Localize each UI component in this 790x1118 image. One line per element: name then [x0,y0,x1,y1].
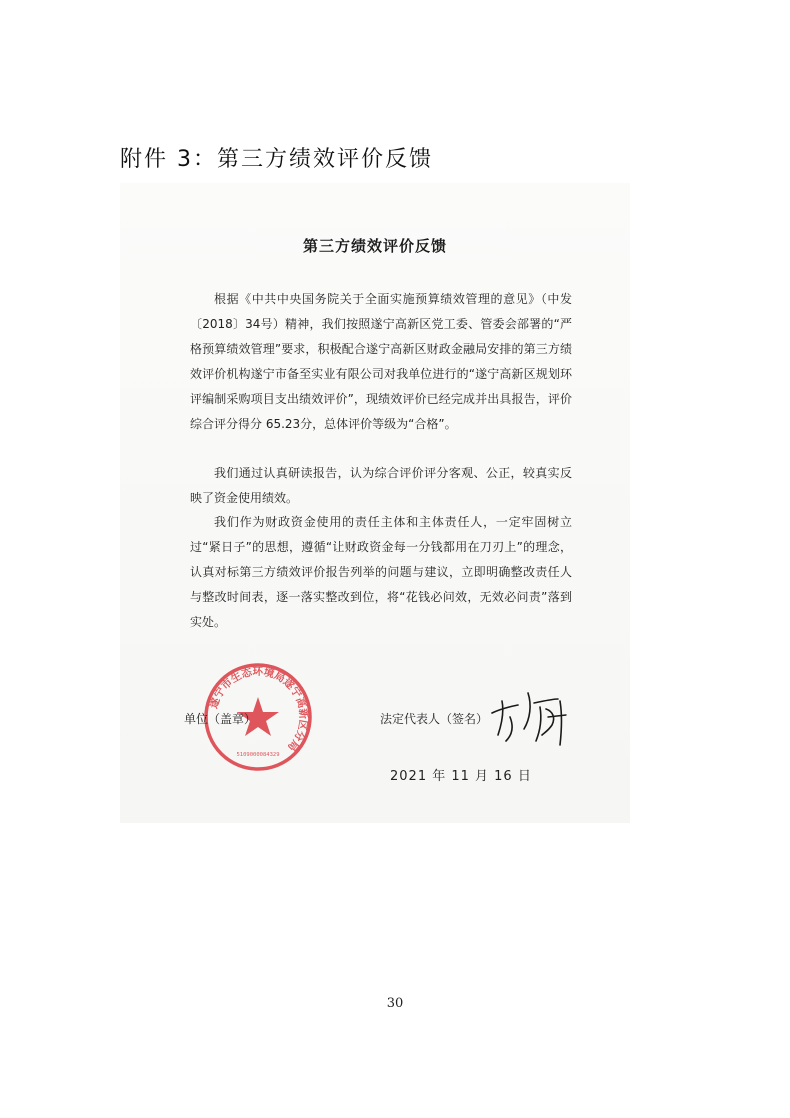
letter-title: 第三方绩效评价反馈 [302,237,447,255]
legal-representative-label: 法定代表人（签名） [380,712,489,726]
letter-paragraph-2: 我们通过认真研读报告，认为综合评价评分客观、公正，较真实反映了资金使用绩效。 [190,466,572,505]
letter-paragraph-3: 我们作为财政资金使用的责任主体和主体责任人，一定牢固树立过“紧日子”的思想，遵循“让财政资金每一分钱都用在刀刃上”的理念，认真对标第三方绩效评价报告列举的问题与建议，立即明确整改责任人与整改时间表，逐一落实整改到位，将“花钱必问效，无效必问责”落到实处。 [190,515,572,629]
page-heading: 附件 3：第三方绩效评价反馈 [120,147,433,172]
letter-paragraph-1: 根据《中共中央国务院关于全面实施预算绩效管理的意见》（中发〔2018〕34号）精神，我们按照遂宁高新区党工委、管委会部署的“严格预算绩效管理”要求，积极配合遂宁高新区财政金融局安排的第三方绩效评价机构遂宁市备至实业有限公司对我单位进行的“遂宁高新区规划环评编制采购项目支出绩效评价”，现绩效评价已经完成并出具报告，评价综合评分得分 65.23分，总体评价等级为“合格”。 [190,292,572,431]
unit-stamp-label: 单位（盖章） [184,712,257,726]
seal-arc-text: 遂宁市生态环境局遂宁高新区分局 [207,665,310,754]
letter-date: 2021 年 11 月 16 日 [390,769,532,784]
seal-number: 5109000084329 [236,752,280,758]
scanned-letter [120,183,630,823]
handwritten-signature [488,683,584,763]
page-number: 30 [386,996,404,1011]
